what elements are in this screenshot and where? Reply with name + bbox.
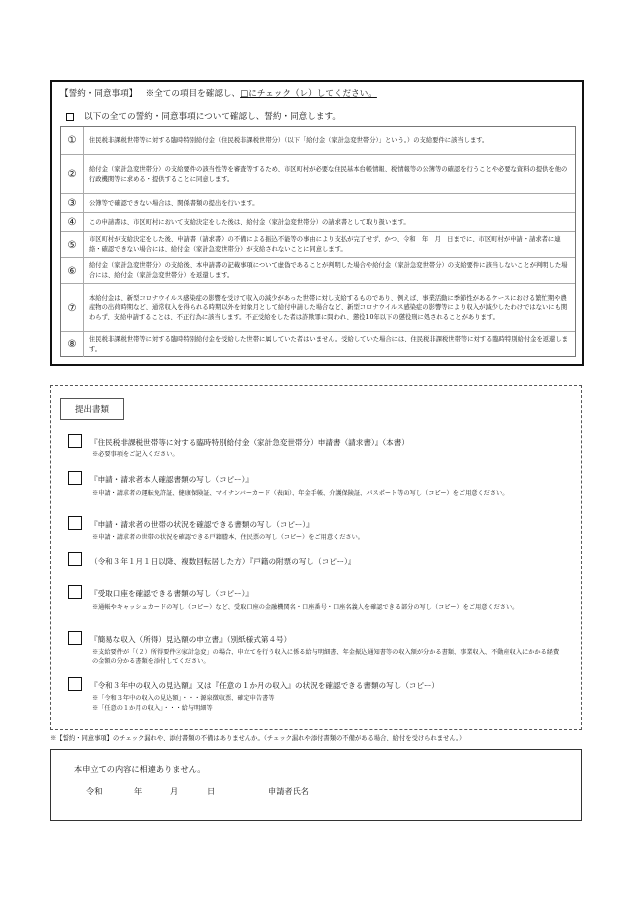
all-agree-label: 以下の全ての誓約・同意事項について確認し、誓約・同意します。 xyxy=(84,112,341,122)
pledge-item-text: この申請書は、市区町村において支給決定をした後は、給付金（家計急変世帯分）の請求書として取り扱います。 xyxy=(89,218,410,226)
documents-tab-label: 提出書類 xyxy=(60,398,124,420)
document-title: 『住民税非課税世帯等に対する臨時特別給付金（家計急変世帯分）申請書（請求書）』（本書） xyxy=(90,438,409,447)
pledge-item-number: ③ xyxy=(61,194,84,213)
pledge-item xyxy=(61,193,575,213)
document-checkbox[interactable] xyxy=(68,552,82,566)
document-note: ※「任意の１か月の収入」・・・給与明細等 xyxy=(92,705,213,712)
document-checkbox[interactable] xyxy=(68,516,82,530)
pledge-item xyxy=(61,283,575,332)
pledge-item-text: 市区町村が支給決定をした後、申請書（請求書）の不備による振込不能等の事由により支払が完了せず、かつ、令和 年 月 日までに、市区町村が申請・請求者に連絡・確認できない場合には、給付金（家計急変世帯分）が支給されないことに同意します。 xyxy=(89,236,561,253)
pledge-item-number: ⑧ xyxy=(61,332,84,357)
pledge-item xyxy=(61,212,575,232)
all-agree-row[interactable] xyxy=(66,110,341,122)
document-checkbox[interactable] xyxy=(68,434,82,448)
document-note: ※申請・請求者の運転免許証、健康保険証、マイナンバーカード（表面）、年金手帳、介護保険証、パスポート等の写し（コピー）をご用意ください。 xyxy=(92,490,509,497)
date-month-label: 月 xyxy=(170,786,179,796)
document-title: （令和３年１月１日以降、複数回転居した方）『戸籍の附票の写し（コピー）』 xyxy=(90,557,356,566)
document-checkbox[interactable] xyxy=(68,585,82,599)
pledge-item-text: 給付金（家計急変世帯分）の支給要件の該当性等を審査等するため、市区町村が必要な住民基本台帳情報、税情報等の公簿等の確認を行うことや必要な資料の提供を他の行政機関等に求める・提供することに同意します。 xyxy=(89,165,568,183)
pledge-item xyxy=(61,257,575,284)
pledge-item xyxy=(61,231,575,258)
date-day-label: 日 xyxy=(207,786,216,796)
document-note: ※申請・請求者の世帯の状況を確認できる戸籍謄本、住民票の写し（コピー）をご用意ください。 xyxy=(92,534,364,541)
pledge-item-text: 給付金（家計急変世帯分）の支給後、本申請書の記載事項について虚偽であることが判明した場合や給付金（家計急変世帯分）の支給要件に該当しないことが判明した場合には、給付金（家計急変世帯分）を返還します。 xyxy=(89,262,568,279)
pledge-item xyxy=(61,331,575,357)
pledge-item-number: ⑤ xyxy=(61,232,84,258)
checklist-footnote: ※【誓約・同意事項】のチェック漏れや、添付書類の不備はありませんか。（チェック漏れや添付書類の不備がある場合、給付を受けられません。） xyxy=(50,735,466,742)
all-agree-checkbox[interactable] xyxy=(66,113,74,121)
pledge-items-table xyxy=(60,126,576,357)
document-note: ※通帳やキャッシュカードの写し（コピー）など、受取口座の金融機関名・口座番号・口座名義人を確認できる部分の写し（コピー）をご用意ください。 xyxy=(92,604,519,611)
document-title: 『申請・請求者本人確認書類の写し（コピー）』 xyxy=(90,475,253,484)
pledge-item-text: 住民税非課税世帯等に対する臨時特別給付金（住民税非課税世帯分）（以下「給付金（家計急変世帯分）」という。）の支給要件に該当します。 xyxy=(89,136,489,144)
document-note: ※必要事項をご記入ください。 xyxy=(92,451,179,458)
pledge-item-text: 本給付金は、新型コロナウイルス感染症の影響を受けて収入の減少があった世帯に対し支給するものであり、例えば、事業活動に季節性があるケースにおける繁忙期や農産物の出荷時期など、通常収入を得られる時期以外を対象月として給付申請した場合など、新型コロナウイルス感染症の影響等により収入が減少したわけではないにも関わらず、支給申請することは、不正行為に該当します。不正受給をした者は詐欺罪に問われ、懲役10年以下の懲役刑に処されることがあります。 xyxy=(89,294,568,321)
applicant-name-label: 申請者氏名 xyxy=(268,786,309,796)
document-checkbox[interactable] xyxy=(68,471,82,485)
declaration-section xyxy=(50,749,582,821)
pledge-header xyxy=(60,87,377,99)
pledge-instruction-underlined: □にチェック（レ）してください。 xyxy=(240,89,377,99)
document-note: ※「令和３年中の収入の見込額」・・・源泉徴収票、確定申告書等 xyxy=(92,695,275,702)
document-title: 『令和３年中の収入の見込額』又は『任意の１か月の収入』の状況を確認できる書類の写し（コピー） xyxy=(90,681,440,690)
pledge-item-number: ⑦ xyxy=(61,284,84,332)
document-checkbox[interactable] xyxy=(68,631,82,645)
pledge-item-text: 住民税非課税世帯等に対する臨時特別給付金を受給した世帯に属していた者はいません。受給していた場合には、住民税非課税世帯等に対する臨時特別給付金を返還します。 xyxy=(89,335,568,353)
pledge-item-number: ① xyxy=(61,127,84,154)
date-era: 令和 xyxy=(86,786,103,796)
declaration-text: 本申立ての内容に相違ありません。 xyxy=(74,764,206,774)
pledge-item-number: ④ xyxy=(61,213,84,232)
pledge-item-text: 公簿等で確認できない場合は、関係書類の提出を行います。 xyxy=(89,199,259,207)
document-title: 『申請・請求者の世帯の状況を確認できる書類の写し（コピー）』 xyxy=(90,520,314,529)
document-note: ※支給要件が「（２）所得要件②家計急変」の場合、申立てを行う収入に係る給与明細書、年金振込通知書等の収入額が分かる書類、事業収入、不動産収入にかかる経費の金額の分かる書類を添付してください。 xyxy=(92,649,560,666)
document-title: 『受取口座を確認できる書類の写し（コピー）』 xyxy=(90,589,253,598)
pledge-item xyxy=(61,127,575,154)
pledge-item-number: ⑥ xyxy=(61,258,84,284)
date-year-label: 年 xyxy=(134,786,143,796)
pledge-title: 【誓約・同意事項】 xyxy=(60,89,138,99)
pledge-item xyxy=(61,154,575,194)
pledge-instruction: ※全ての項目を確認し、 xyxy=(145,89,241,99)
document-checkbox[interactable] xyxy=(68,677,82,691)
document-title: 『簡易な収入（所得）見込額の申立書』（別紙様式第４号） xyxy=(90,635,292,644)
pledge-item-number: ② xyxy=(61,155,84,194)
